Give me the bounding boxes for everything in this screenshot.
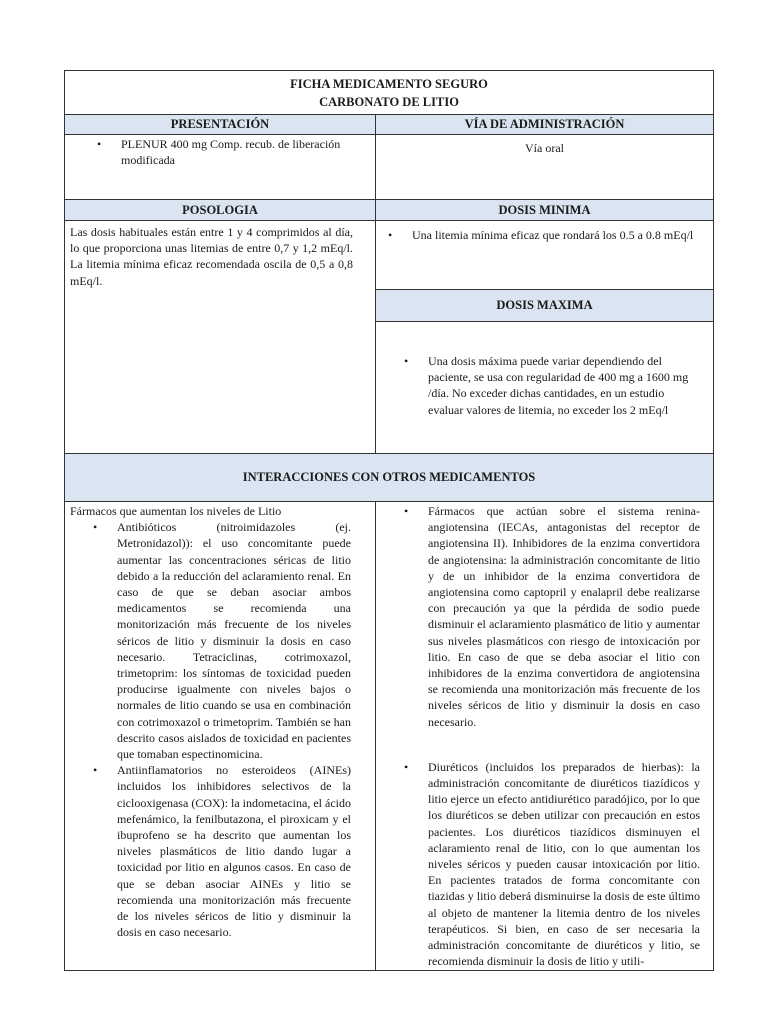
sheet-header <box>65 71 713 114</box>
interacciones-left-intro: Fármacos que aumentan los niveles de Litio <box>70 504 282 518</box>
interacciones-left <box>65 501 375 971</box>
via-heading: VÍA DE ADMINISTRACIÓN <box>375 114 713 134</box>
dosis-minima-item: • Una litemia mínima eficaz que rondará los 0.5 a 0.8 mEq/l <box>412 227 701 243</box>
dosis-minima-list <box>412 227 701 243</box>
interacciones-right <box>375 501 713 971</box>
page-title: FICHA MEDICAMENTO SEGURO <box>290 77 488 91</box>
presentacion-content <box>65 134 375 199</box>
dosis-maxima-item: • Una dosis máxima puede variar dependiendo del paciente, se usa con regularidad de 400 mg a 1600 mg /día. No exceder dichas cantidades, en un estudio evaluar valores de litemia, no exceder los 2 mEq/l <box>428 353 697 418</box>
dosis-maxima-heading: DOSIS MAXIMA <box>375 289 713 321</box>
presentacion-list <box>121 136 361 168</box>
interaction-item: • Antibióticos (nitroimidazoles (ej. Metronidazol)): el uso concomitante puede aumentar las concentraciones séricas de litio debido a la reducción del aclaramiento renal. En caso de que se deban asociar ambos medicamentos se recomienda una monitorización más frecuente de los niveles séricos de litio y disminuir la dosis en caso necesario. Tetraciclinas, cotrimoxazol, trimetoprim: los síntomas de toxicidad pueden producirse igualmente con niveles bajos o normales de litio cuando se usa en combinación con cotrimoxazol o trimetoprim. También se han descrito casos aislados de toxicidad en pacientes que tomaban espectinomicina. <box>117 519 351 762</box>
interacciones-left-list <box>70 519 351 940</box>
posologia-content <box>65 220 375 453</box>
interaction-item: • Antiinflamatorios no esteroideos (AINEs) incluidos los inhibidores selectivos de la ciclooxigenasa (COX): la indometacina, el ácido mefenámico, la fenilbutazona, el piroxicam y el ibuprofeno se ha descrito que aumentan los niveles plasmáticos de litio dando lugar a toxicidad por litio en algunos casos. En caso de que se deban asociar AINEs y litio se recomienda una monitorización más frecuente de los niveles séricos de litio y disminuir la dosis en caso necesario. <box>117 762 351 940</box>
interaction-item: • Fármacos que actúan sobre el sistema renina-angiotensina (IECAs, antagonistas del receptor de angiotensina II). Inhibidores de la enzima convertidora de angiotensina: la administración concomitante de litio y de un inhibidor de la enzima convertidora de angiotensina como captopril y enalapril debe realizarse con precaución ya que la pérdida de sodio puede disminuir el aclaramiento plasmático de litio y aumentar sus niveles plasmáticos con riesgo de intoxicación por litio. En caso de que se deba asociar el litio con inhibidores de la enzima convertidora de angiotensina se recomienda una monitorización más frecuente de los niveles séricos de litio y disminuir la dosis en caso necesario. <box>428 503 700 730</box>
drug-name: CARBONATO DE LITIO <box>319 95 459 109</box>
dosis-maxima-content <box>375 321 713 453</box>
medication-sheet <box>64 70 714 971</box>
interacciones-right-list <box>428 503 700 969</box>
interacciones-heading: INTERACCIONES CON OTROS MEDICAMENTOS <box>65 453 713 501</box>
via-content <box>375 134 713 199</box>
dosis-maxima-list <box>428 353 697 418</box>
interaction-item: • Diuréticos (incluidos los preparados de hierbas): la administración concomitante de diuréticos tiazídicos y litio ejerce un efecto antidiurético paradójico, por lo que los diuréticos se deben utilizar con precaución en estos pacientes. Los diuréticos tiazídicos disminuyen el aclaramiento renal de litio, con lo que aumentan los niveles séricos y pueden causar intoxicación por litio. En pacientes tratados de forma concomitante con tiazidas y litio deberá disminuirse la dosis de este último al objeto de mantener la litemia dentro de los niveles terapéuticos. Si bien, en caso de ser necesaria la administración concomitante de diuréticos y litio, se recomienda disminuir la dosis de litio y utili- <box>428 759 700 970</box>
posologia-heading: POSOLOGIA <box>65 199 375 220</box>
presentacion-heading: PRESENTACIÓN <box>65 114 375 134</box>
dosis-minima-content <box>375 220 713 289</box>
dosis-minima-heading: DOSIS MINIMA <box>375 199 713 220</box>
via-value: Vía oral <box>525 141 564 155</box>
posologia-text: Las dosis habituales están entre 1 y 4 comprimidos al día, lo que proporciona unas litemias de entre 0,7 y 1,2 mEq/l. La litemia mínima eficaz recomendada oscila de 0,5 a 0,8 mEq/l. <box>70 225 353 288</box>
presentacion-item: • PLENUR 400 mg Comp. recub. de liberación modificada <box>121 136 361 168</box>
